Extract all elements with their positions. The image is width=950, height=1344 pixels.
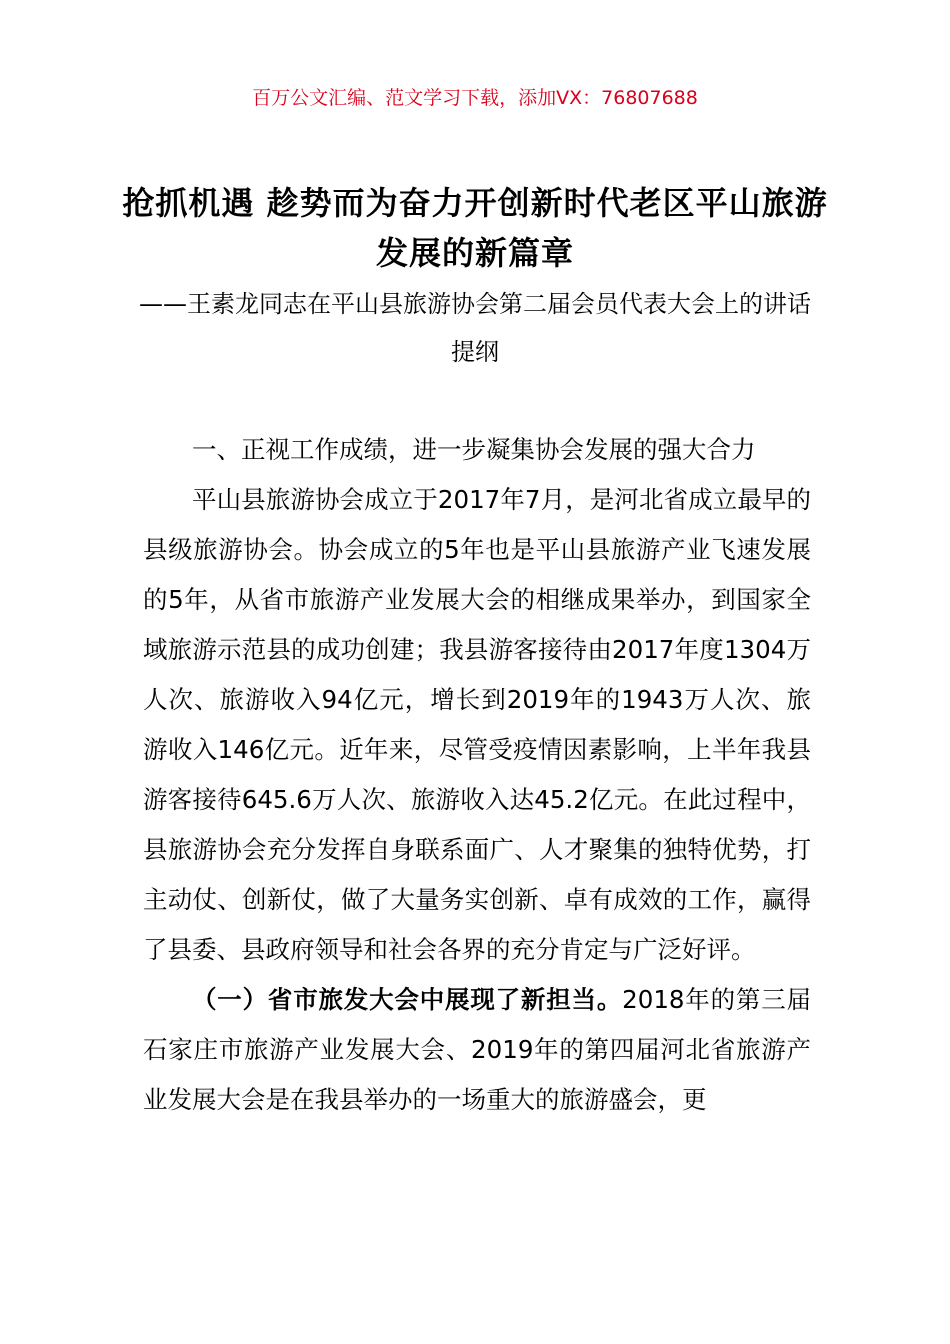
document-subtitle: ——王素龙同志在平山县旅游协会第二届会员代表大会上的讲话提纲	[139, 290, 811, 366]
paragraph	[143, 975, 811, 1125]
document-body	[143, 425, 811, 1125]
section-heading: 一、正视工作成绩，进一步凝集协会发展的强大合力	[192, 435, 756, 464]
header-note: 百万公文汇编、范文学习下载，添加VX：76807688	[252, 87, 698, 109]
subsection-heading: （一）省市旅发大会中展现了新担当。	[192, 985, 623, 1014]
document-title: 抢抓机遇 趁势而为奋力开创新时代老区平山旅游发展的新篇章	[122, 184, 828, 272]
paragraph-text: 2018年的第三届石家庄市旅游产业发展大会、2019年的第四届河北省旅游产业发展大会是在我县举办的一场重大的旅游盛会，更	[143, 985, 812, 1114]
paragraph: 平山县旅游协会成立于2017年7月，是河北省成立最早的县级旅游协会。协会成立的5年也是平山县旅游产业飞速发展的5年，从省市旅游产业发展大会的相继成果举办，到国家全域旅游示范县的成功创建；我县游客接待由2017年度1304万人次、旅游收入94亿元，增长到2019年的1943万人次、旅游收入146亿元。近年来，尽管受疫情因素影响，上半年我县游客接待645.6万人次、旅游收入达45.2亿元。在此过程中，县旅游协会充分发挥自身联系面广、人才聚集的独特优势，打主动仗、创新仗，做了大量务实创新、卓有成效的工作，赢得了县委、县政府领导和社会各界的充分肯定与广泛好评。	[143, 485, 811, 964]
